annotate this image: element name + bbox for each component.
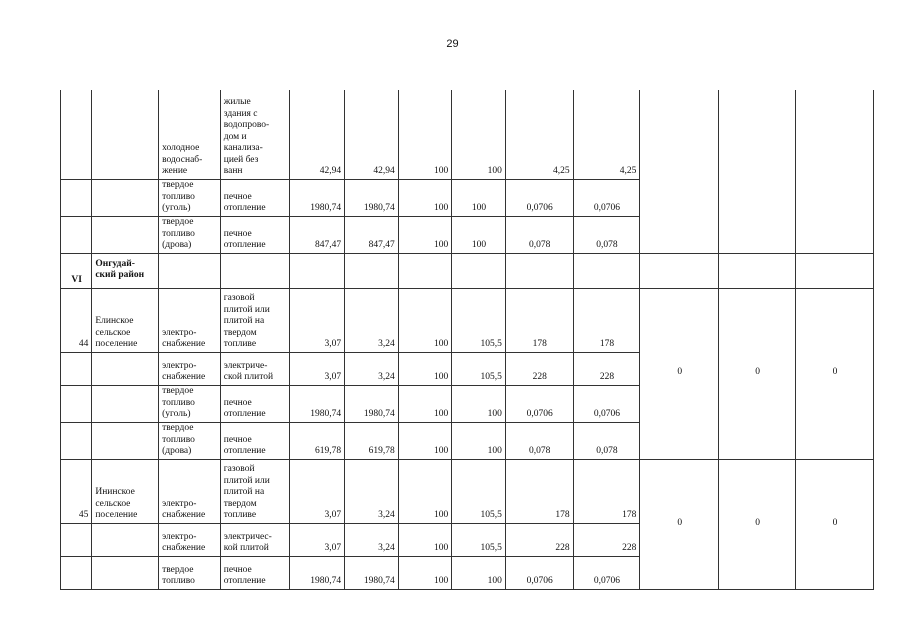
service-type: твердое топливо (уголь) <box>159 385 221 422</box>
service-type: твердое топливо <box>159 556 221 589</box>
empty-cell <box>640 90 719 253</box>
settlement-name <box>92 556 159 589</box>
row-number <box>61 179 92 216</box>
percent-1: 100 <box>398 422 452 459</box>
percent-1: 100 <box>398 288 452 352</box>
percent-1: 100 <box>398 459 452 523</box>
consumption-type: печное отопление <box>220 422 289 459</box>
percent-1: 100 <box>398 556 452 589</box>
service-type: электро- снабжение <box>159 523 221 556</box>
value-2: 3,24 <box>345 523 399 556</box>
tariff-1: 228 <box>505 352 573 385</box>
tariff-2: 0,078 <box>573 216 640 253</box>
group-total-c: 0 <box>796 288 874 459</box>
settlement-name <box>92 352 159 385</box>
empty-cell <box>345 253 399 288</box>
percent-1: 100 <box>398 352 452 385</box>
tariff-table-wrapper <box>60 90 874 590</box>
percent-2: 100 <box>452 216 506 253</box>
value-2: 3,24 <box>345 288 399 352</box>
page-number: 29 <box>446 38 459 50</box>
settlement-name <box>92 523 159 556</box>
tariff-1: 228 <box>505 523 573 556</box>
group-total-a: 0 <box>640 288 719 459</box>
tariff-2: 0,0706 <box>573 556 640 589</box>
settlement-name <box>92 385 159 422</box>
tariff-1: 178 <box>505 288 573 352</box>
row-number <box>61 556 92 589</box>
settlement-name <box>92 179 159 216</box>
row-number <box>61 352 92 385</box>
empty-cell <box>796 90 874 253</box>
empty-cell <box>640 253 719 288</box>
tariff-2: 4,25 <box>573 90 640 179</box>
tariff-2: 0,0706 <box>573 385 640 422</box>
service-type: твердое топливо (уголь) <box>159 179 221 216</box>
service-type: электро- снабжение <box>159 459 221 523</box>
consumption-type: газовой плитой или плитой на твердом топливе <box>220 288 289 352</box>
value-2: 1980,74 <box>345 385 399 422</box>
value-1: 3,07 <box>289 459 345 523</box>
value-2: 3,24 <box>345 459 399 523</box>
group-total-a: 0 <box>640 459 719 589</box>
table-row <box>61 288 874 352</box>
percent-2: 105,5 <box>452 523 506 556</box>
tariff-2: 228 <box>573 352 640 385</box>
tariff-1: 4,25 <box>505 90 573 179</box>
percent-2: 100 <box>452 179 506 216</box>
value-2: 1980,74 <box>345 556 399 589</box>
consumption-type: жилые здания с водопрово- дом и канализа- цией без ванн <box>220 90 289 179</box>
row-number: 45 <box>61 459 92 523</box>
value-1: 847,47 <box>289 216 345 253</box>
empty-cell <box>505 253 573 288</box>
empty-cell <box>796 253 874 288</box>
tariff-1: 0,078 <box>505 422 573 459</box>
consumption-type: электриче- ской плитой <box>220 352 289 385</box>
empty-cell <box>719 90 796 253</box>
tariff-2: 178 <box>573 459 640 523</box>
percent-1: 100 <box>398 90 452 179</box>
consumption-type: печное отопление <box>220 556 289 589</box>
percent-2: 105,5 <box>452 352 506 385</box>
service-type: холодное водоснаб- жение <box>159 90 221 179</box>
tariff-2: 178 <box>573 288 640 352</box>
empty-cell <box>573 253 640 288</box>
settlement-name <box>92 216 159 253</box>
tariff-2: 0,078 <box>573 422 640 459</box>
value-2: 619,78 <box>345 422 399 459</box>
percent-2: 100 <box>452 422 506 459</box>
tariff-table <box>60 90 874 590</box>
value-1: 1980,74 <box>289 179 345 216</box>
tariff-1: 0,0706 <box>505 385 573 422</box>
value-1: 619,78 <box>289 422 345 459</box>
tariff-2: 0,0706 <box>573 179 640 216</box>
value-1: 1980,74 <box>289 385 345 422</box>
value-1: 1980,74 <box>289 556 345 589</box>
section-header-row <box>61 253 874 288</box>
consumption-type: печное отопление <box>220 179 289 216</box>
consumption-type: печное отопление <box>220 216 289 253</box>
row-number <box>61 523 92 556</box>
settlement-name <box>92 90 159 179</box>
service-type: электро- снабжение <box>159 352 221 385</box>
value-1: 42,94 <box>289 90 345 179</box>
value-2: 42,94 <box>345 90 399 179</box>
settlement-name: Елинское сельское поселение <box>92 288 159 352</box>
tariff-2: 228 <box>573 523 640 556</box>
percent-1: 100 <box>398 523 452 556</box>
row-number <box>61 422 92 459</box>
tariff-1: 0,078 <box>505 216 573 253</box>
service-type: электро- снабжение <box>159 288 221 352</box>
consumption-type: печное отопление <box>220 385 289 422</box>
service-type: твердое топливо (дрова) <box>159 422 221 459</box>
tariff-1: 178 <box>505 459 573 523</box>
section-number: VI <box>61 253 92 288</box>
consumption-type: газовой плитой или плитой на твердом топливе <box>220 459 289 523</box>
group-total-b: 0 <box>719 459 796 589</box>
row-number <box>61 216 92 253</box>
empty-cell <box>220 253 289 288</box>
group-total-c: 0 <box>796 459 874 589</box>
value-1: 3,07 <box>289 523 345 556</box>
section-title: Онгудай- ский район <box>92 253 159 288</box>
row-number: 44 <box>61 288 92 352</box>
value-2: 3,24 <box>345 352 399 385</box>
value-1: 3,07 <box>289 288 345 352</box>
empty-cell <box>159 253 221 288</box>
percent-2: 100 <box>452 556 506 589</box>
table-row <box>61 459 874 523</box>
empty-cell <box>452 253 506 288</box>
percent-1: 100 <box>398 385 452 422</box>
empty-cell <box>719 253 796 288</box>
percent-2: 105,5 <box>452 459 506 523</box>
percent-1: 100 <box>398 179 452 216</box>
tariff-1: 0,0706 <box>505 179 573 216</box>
empty-cell <box>289 253 345 288</box>
settlement-name: Ининское сельское поселение <box>92 459 159 523</box>
settlement-name <box>92 422 159 459</box>
percent-2: 105,5 <box>452 288 506 352</box>
percent-2: 100 <box>452 385 506 422</box>
value-1: 3,07 <box>289 352 345 385</box>
value-2: 847,47 <box>345 216 399 253</box>
group-total-b: 0 <box>719 288 796 459</box>
value-2: 1980,74 <box>345 179 399 216</box>
percent-2: 100 <box>452 90 506 179</box>
consumption-type: электричес- кой плитой <box>220 523 289 556</box>
service-type: твердое топливо (дрова) <box>159 216 221 253</box>
percent-1: 100 <box>398 216 452 253</box>
table-row <box>61 90 874 179</box>
row-number <box>61 385 92 422</box>
empty-cell <box>398 253 452 288</box>
tariff-1: 0,0706 <box>505 556 573 589</box>
row-number <box>61 90 92 179</box>
